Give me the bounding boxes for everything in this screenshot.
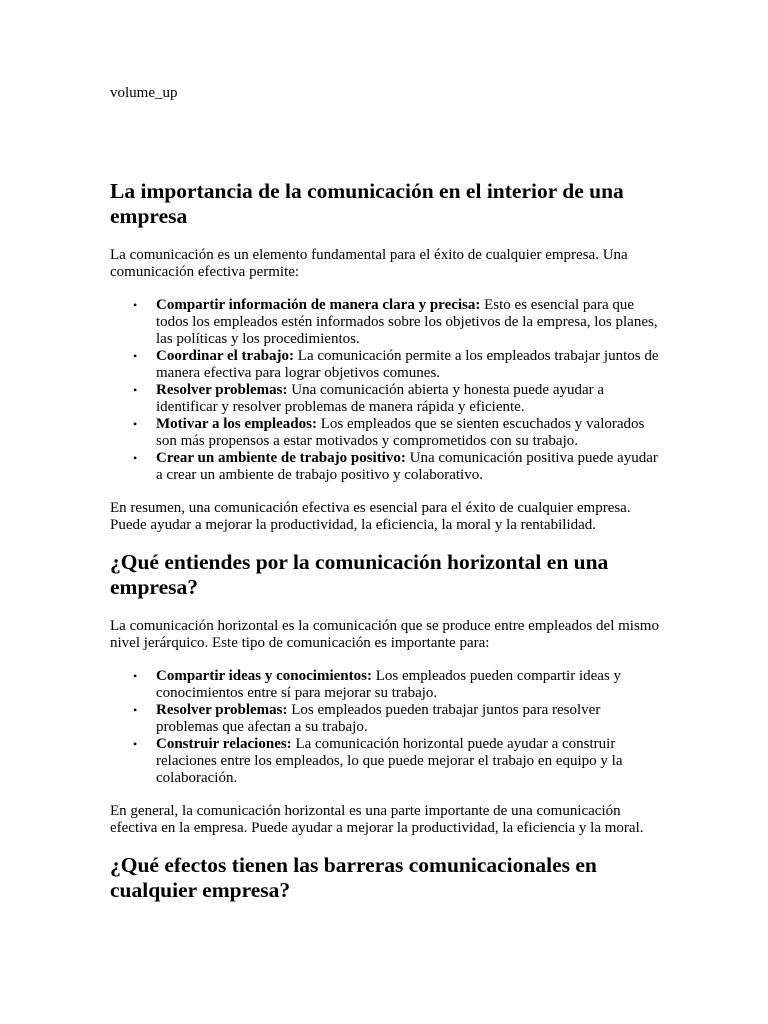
list-item <box>133 382 665 416</box>
item-text: Los empleados que se sienten escuchados y valorados son más propensos a estar motivados y comprometidos con su trabajo. <box>156 416 645 449</box>
item-text: Esto es esencial para que todos los empleados estén informados sobre los objetivos de la empresa, los planes, las políticas y los procedimientos. <box>156 297 658 347</box>
section-conclusion: En general, la comunicación horizontal es una parte importante de una comunicación efectiva en la empresa. Puede ayudar a mejorar la productividad, la eficiencia y la moral. <box>110 803 644 836</box>
item-term: Motivar a los empleados: <box>156 416 317 432</box>
list-item <box>133 416 665 450</box>
item-term: Compartir ideas y conocimientos: <box>156 668 372 684</box>
section-title: ¿Qué entiendes por la comunicación horizontal en una empresa? <box>110 550 609 599</box>
list-item <box>133 450 665 484</box>
bullet-icon: • <box>133 298 138 312</box>
section-title: La importancia de la comunicación en el interior de una empresa <box>110 179 624 228</box>
list-item <box>133 736 665 787</box>
item-term: Compartir información de manera clara y precisa: <box>156 297 481 313</box>
list-item <box>133 668 665 702</box>
bullet-icon: • <box>133 383 138 397</box>
item-text: La comunicación horizontal puede ayudar a construir relaciones entre los empleados, lo que puede mejorar el trabajo en equipo y la colaboración. <box>156 736 623 786</box>
item-term: Resolver problemas: <box>156 702 288 718</box>
item-text: Una comunicación abierta y honesta puede ayudar a identificar y resolver problemas de manera rápida y eficiente. <box>156 382 605 415</box>
bullet-list <box>110 297 665 484</box>
section-importance <box>110 179 665 534</box>
bullet-list <box>110 668 665 787</box>
bullet-icon: • <box>133 349 138 363</box>
item-term: Coordinar el trabajo: <box>156 348 295 364</box>
list-item <box>133 297 665 348</box>
item-text: Los empleados pueden compartir ideas y conocimientos entre sí para mejorar su trabajo. <box>156 668 622 701</box>
section-title: ¿Qué efectos tienen las barreras comunicacionales en cualquier empresa? <box>110 853 597 902</box>
item-text: Una comunicación positiva puede ayudar a crear un ambiente de trabajo positivo y colaborativo. <box>156 450 658 483</box>
bullet-icon: • <box>133 737 138 751</box>
item-term: Resolver problemas: <box>156 382 288 398</box>
item-text: Los empleados pueden trabajar juntos para resolver problemas que afectan a su trabajo. <box>156 702 601 735</box>
volume-up-label: volume_up <box>110 85 178 101</box>
list-item <box>133 702 665 736</box>
bullet-icon: • <box>133 703 138 717</box>
section-communication-barriers <box>110 853 665 903</box>
item-text: La comunicación permite a los empleados trabajar juntos de manera efectiva para lograr objetivos comunes. <box>156 348 659 381</box>
bullet-icon: • <box>133 669 138 683</box>
bullet-icon: • <box>133 451 138 465</box>
item-term: Construir relaciones: <box>156 736 292 752</box>
section-intro: La comunicación horizontal es la comunicación que se produce entre empleados del mismo nivel jerárquico. Este tipo de comunicación es importante para: <box>110 618 659 651</box>
bullet-icon: • <box>133 417 138 431</box>
section-horizontal-communication <box>110 550 665 837</box>
item-term: Crear un ambiente de trabajo positivo: <box>156 450 406 466</box>
list-item <box>133 348 665 382</box>
section-conclusion: En resumen, una comunicación efectiva es esencial para el éxito de cualquier empresa. Puede ayudar a mejorar la productividad, la eficiencia, la moral y la rentabilidad. <box>110 500 631 533</box>
section-intro: La comunicación es un elemento fundamental para el éxito de cualquier empresa. Una comunicación efectiva permite: <box>110 247 628 280</box>
